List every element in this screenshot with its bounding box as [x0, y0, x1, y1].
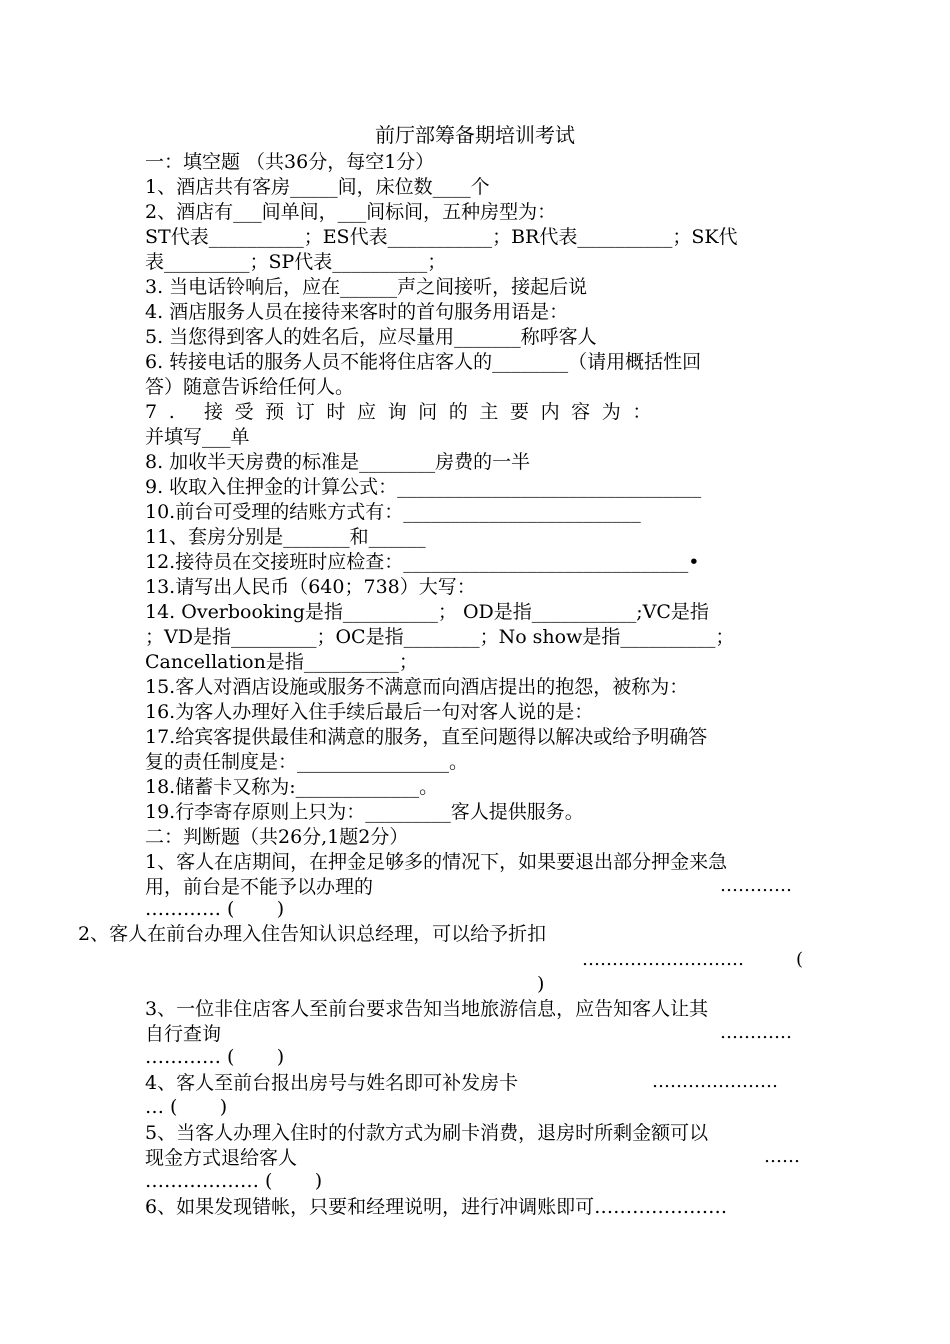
question-line: 6. 转接电话的服务人员不能将住店客人的________（请用概括性回: [145, 351, 702, 373]
question-line: 并填写___单: [145, 426, 250, 448]
answer-leader-dots: …………: [720, 875, 792, 896]
question-line: 4. 酒店服务人员在接待来客时的首句服务用语是：: [145, 301, 569, 323]
section-fill-in-heading: 一：填空题 （共36分，每空1分）: [145, 151, 435, 173]
judge-question-line: 5、当客人办理入住时的付款方式为刷卡消费，退房时所剩金额可以: [145, 1122, 709, 1144]
question-line: 16.为客人办理好入住手续后最后一句对客人说的是：: [145, 701, 594, 723]
judge-question-line: 自行查询: [145, 1023, 222, 1045]
question-line: 13.请写出人民币（640；738）大写：: [145, 576, 476, 598]
question-line: 表_________；SP代表__________；: [145, 251, 447, 273]
judge-question-line: 用，前台是不能予以办理的: [145, 876, 374, 898]
answer-leader-dots: ……: [764, 1146, 800, 1167]
question-line: Cancellation是指__________；: [145, 651, 418, 673]
answer-blank: ……………… ( ): [145, 1170, 323, 1192]
question-line: 2、酒店有___间单间，___间标间，五种房型为：: [145, 201, 557, 223]
answer-paren-open: (: [796, 949, 804, 970]
judge-question-line: 现金方式退给客人: [145, 1147, 298, 1169]
question-line: 10.前台可受理的结账方式有：_________________________: [145, 501, 641, 523]
answer-paren-close: ): [537, 973, 545, 995]
judge-question-line: 2、客人在前台办理入住告知认识总经理，可以给予折扣: [78, 923, 547, 945]
question-line: ；VD是指_________；OC是指________；No show是指__________；: [145, 626, 735, 648]
question-line: 17.给宾客提供最佳和满意的服务，直至问题得以解决或给予明确答: [145, 726, 708, 748]
exam-title: 前厅部筹备期培训考试: [375, 123, 575, 147]
question-line: 3. 当电话铃响后，应在______声之间接听，接起后说: [145, 276, 588, 298]
question-line: 答）随意告诉给任何人。: [145, 376, 355, 398]
judge-question-line: 1、客人在店期间，在押金足够多的情况下，如果要退出部分押金来急: [145, 851, 728, 873]
question-line: 15.客人对酒店设施或服务不满意而向酒店提出的抱怨，被称为：: [145, 676, 689, 698]
judge-question-line: 6、如果发现错帐，只要和经理说明，进行冲调账即可…………………: [145, 1196, 728, 1218]
answer-leader-dots: …………………: [652, 1071, 778, 1092]
question-line: 7. 接受预订时应询问的主要内容为：: [145, 401, 663, 423]
question-line: 9. 收取入住押金的计算公式：________________________________: [145, 476, 702, 498]
question-line: 18.储蓄卡又称为:_____________。: [145, 776, 439, 798]
answer-blank: … ( ): [145, 1096, 228, 1118]
answer-leader-dots: …………: [720, 1022, 792, 1043]
question-line: 8. 加收半天房费的标准是________房费的一半: [145, 451, 531, 473]
answer-leader-dots: ………………………: [582, 949, 744, 970]
question-line: 19.行李寄存原则上只为：_________客人提供服务。: [145, 801, 584, 823]
answer-blank: ………… ( ): [145, 898, 285, 920]
judge-question-line: 4、客人至前台报出房号与姓名即可补发房卡: [145, 1072, 519, 1094]
question-line: 14. Overbooking是指__________； OD是指___________;VC是指: [145, 601, 709, 623]
answer-blank: ………… ( ): [145, 1046, 285, 1068]
question-line: 5. 当您得到客人的姓名后，应尽量用_______称呼客人: [145, 326, 597, 348]
question-line: 11、套房分别是_______和______: [145, 526, 426, 548]
section-true-false-heading: 二：判断题（共26分,1题2分）: [145, 826, 409, 848]
question-line: ST代表__________；ES代表___________；BR代表__________；SK代: [145, 226, 738, 248]
judge-question-line: 3、一位非住店客人至前台要求告知当地旅游信息，应告知客人让其: [145, 998, 709, 1020]
question-line: 复的责任制度是：________________。: [145, 751, 469, 773]
question-line: 12.接待员在交接班时应检查：______________________________•: [145, 551, 700, 573]
question-line: 1、酒店共有客房_____间，床位数____个: [145, 176, 490, 198]
